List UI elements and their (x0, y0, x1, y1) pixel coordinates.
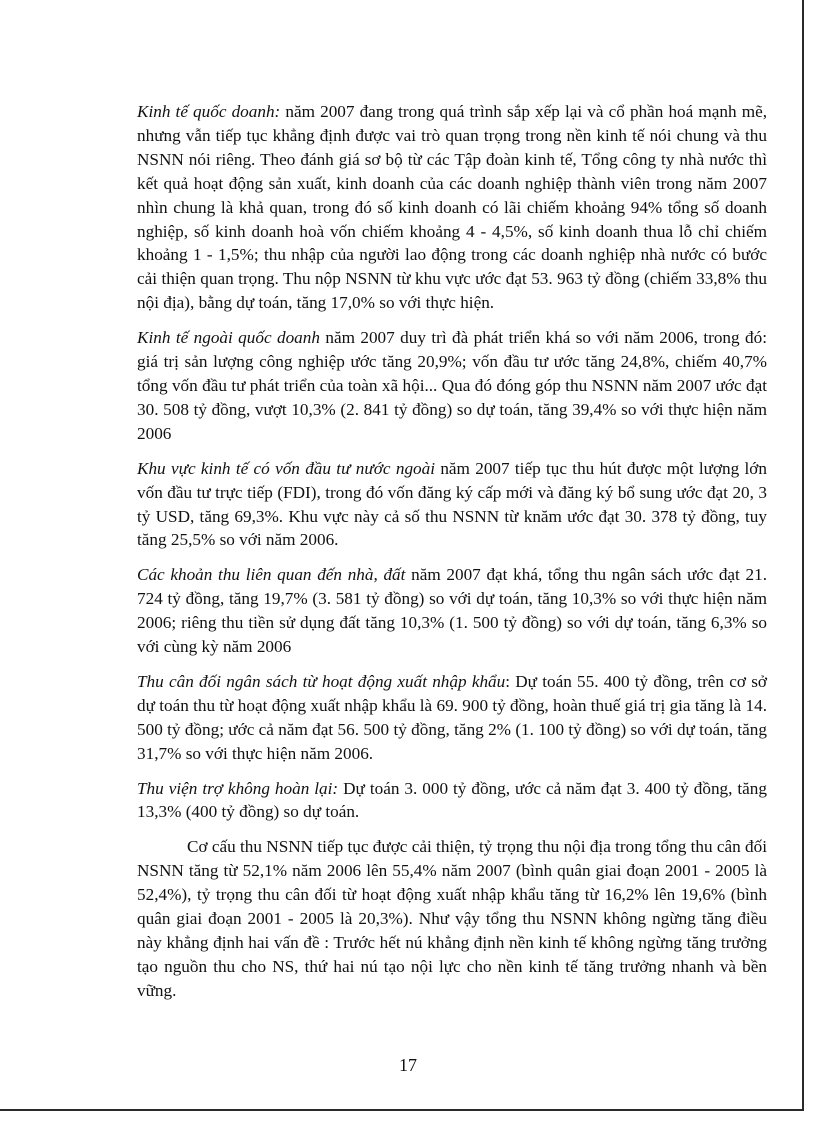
paragraph-text: năm 2007 tiếp tục thu hút được một lượng lớn vốn đầu tư trực tiếp (FDI), trong đó vốn đăng ký cấp mới và đăng ký bổ sung ước đạt 20, 3 tỷ USD, tăng 69,3%. Khu vực này cả số thu NSNN từ knăm ước đạt 30. 378 tỷ đồng, tuy tăng 25,5% so với năm 2006. (137, 458, 767, 550)
page-number: 17 (399, 1055, 417, 1075)
paragraph-lead: Khu vực kinh tế có vốn đầu tư nước ngoài (137, 458, 435, 478)
document-body (137, 100, 767, 1014)
paragraph-grant-aid (137, 777, 767, 825)
paragraph-lead: Các khoản thu liên quan đến nhà, đất (137, 565, 406, 585)
paragraph-lead: Kinh tế quốc doanh: (137, 102, 281, 121)
paragraph-lead: Thu cân đối ngân sách từ hoạt động xuất nhập khẩu (137, 671, 506, 691)
paragraph-import-export-revenue (137, 670, 767, 766)
paragraph-land-revenue (137, 563, 767, 659)
paragraph-text: Dự toán 3. 000 tỷ đồng, ước cả năm đạt 3. 400 tỷ đồng, tăng 13,3% (400 tỷ đồng) so dự toán. (137, 778, 767, 822)
paragraph-lead: Kinh tế ngoài quốc doanh (137, 328, 320, 348)
paragraph-state-economy (137, 100, 767, 315)
paragraph-text: năm 2007 duy trì đà phát triển khá so với năm 2006, trong đó: giá trị sản lượng công nghiệp ước tăng 20,9%; vốn đầu tư ước tăng 24,8%, chiếm 40,7% tổng vốn đầu tư phát triển của toàn xã hội... Qua đó đóng góp thu NSNN năm 2007 ước đạt 30. 508 tỷ đồng, vượt 10,3% (2. 841 tỷ đồng) so dự toán, tăng 39,4% so với thực hiện năm 2006 (137, 328, 767, 443)
paragraph-fdi-sector (137, 457, 767, 553)
paragraph-lead: Thu viện trợ không hoàn lại: (137, 778, 339, 798)
paragraph-non-state-economy (137, 326, 767, 446)
paragraph-text: : Dự toán 55. 400 tỷ đồng, trên cơ sở dự toán thu từ hoạt động xuất nhập khẩu là 69. 900 tỷ đồng, hoàn thuế giá trị gia tăng là 14. 500 tỷ đồng; ước cả năm đạt 56. 500 tỷ đồng, tăng 2% (1. 100 tỷ đồng) so với dự toán, tăng 31,7% so với thực hiện năm 2006. (137, 671, 767, 763)
paragraph-text: năm 2007 đạt khá, tổng thu ngân sách ước đạt 21. 724 tỷ đồng, tăng 19,7% (3. 581 tỷ đồng) so với dự toán, tăng 10,3% so với thực hiện năm 2006; riêng thu tiền sử dụng đất tăng 10,3% (1. 500 tỷ đồng) so với dự toán, tăng 6,3% so với cùng kỳ năm 2006 (137, 565, 767, 657)
paragraph-text: năm 2007 đang trong quá trình sắp xếp lại và cổ phần hoá mạnh mẽ, nhưng vẫn tiếp tục khẳng định được vai trò quan trọng trong nền kinh tế nói chung và thu NSNN nói riêng. Theo đánh giá sơ bộ từ các Tập đoàn kinh tế, Tổng công ty nhà nước thì kết quả hoạt động sản xuất, kinh doanh của các doanh nghiệp thành viên trong năm 2007 nhìn chung là khả quan, trong đó số kinh doanh có lãi chiếm khoảng 94% tổng số doanh nghiệp, số kinh doanh hoà vốn chiếm khoảng 4 - 4,5%, số kinh doanh thua lỗ chỉ chiếm khoảng 1 - 1,5%; thu nhập của người lao động trong các doanh nghiệp nhà nước có bước cải thiện quan trọng. Thu nộp NSNN từ khu vực ước đạt 53. 963 tỷ đồng (chiếm 33,8% thu nội địa), bằng dự toán, tăng 17,0% so với thực hiện. (137, 102, 767, 313)
paragraph-revenue-structure: Cơ cấu thu NSNN tiếp tục được cải thiện, tỷ trọng thu nội địa trong tổng thu cân đối NSNN tăng từ 52,1% năm 2006 lên 55,4% năm 2007 (bình quân giai đoạn 2001 - 2005 là 52,4%), tỷ trọng thu cân đối từ hoạt động xuất nhập khẩu tăng từ 16,2% lên 19,6% (bình quân giai đoạn 2001 - 2005 là 20,3%). Như vậy tổng thu NSNN không ngừng tăng điều này khẳng định hai vấn đề : Trước hết nú khẳng định nền kinh tế không ngừng tăng trưởng tạo nguồn thu cho NS, thứ hai nú tạo nội lực cho nền kinh tế tăng trưởng nhanh và bền vững. (137, 837, 767, 1000)
